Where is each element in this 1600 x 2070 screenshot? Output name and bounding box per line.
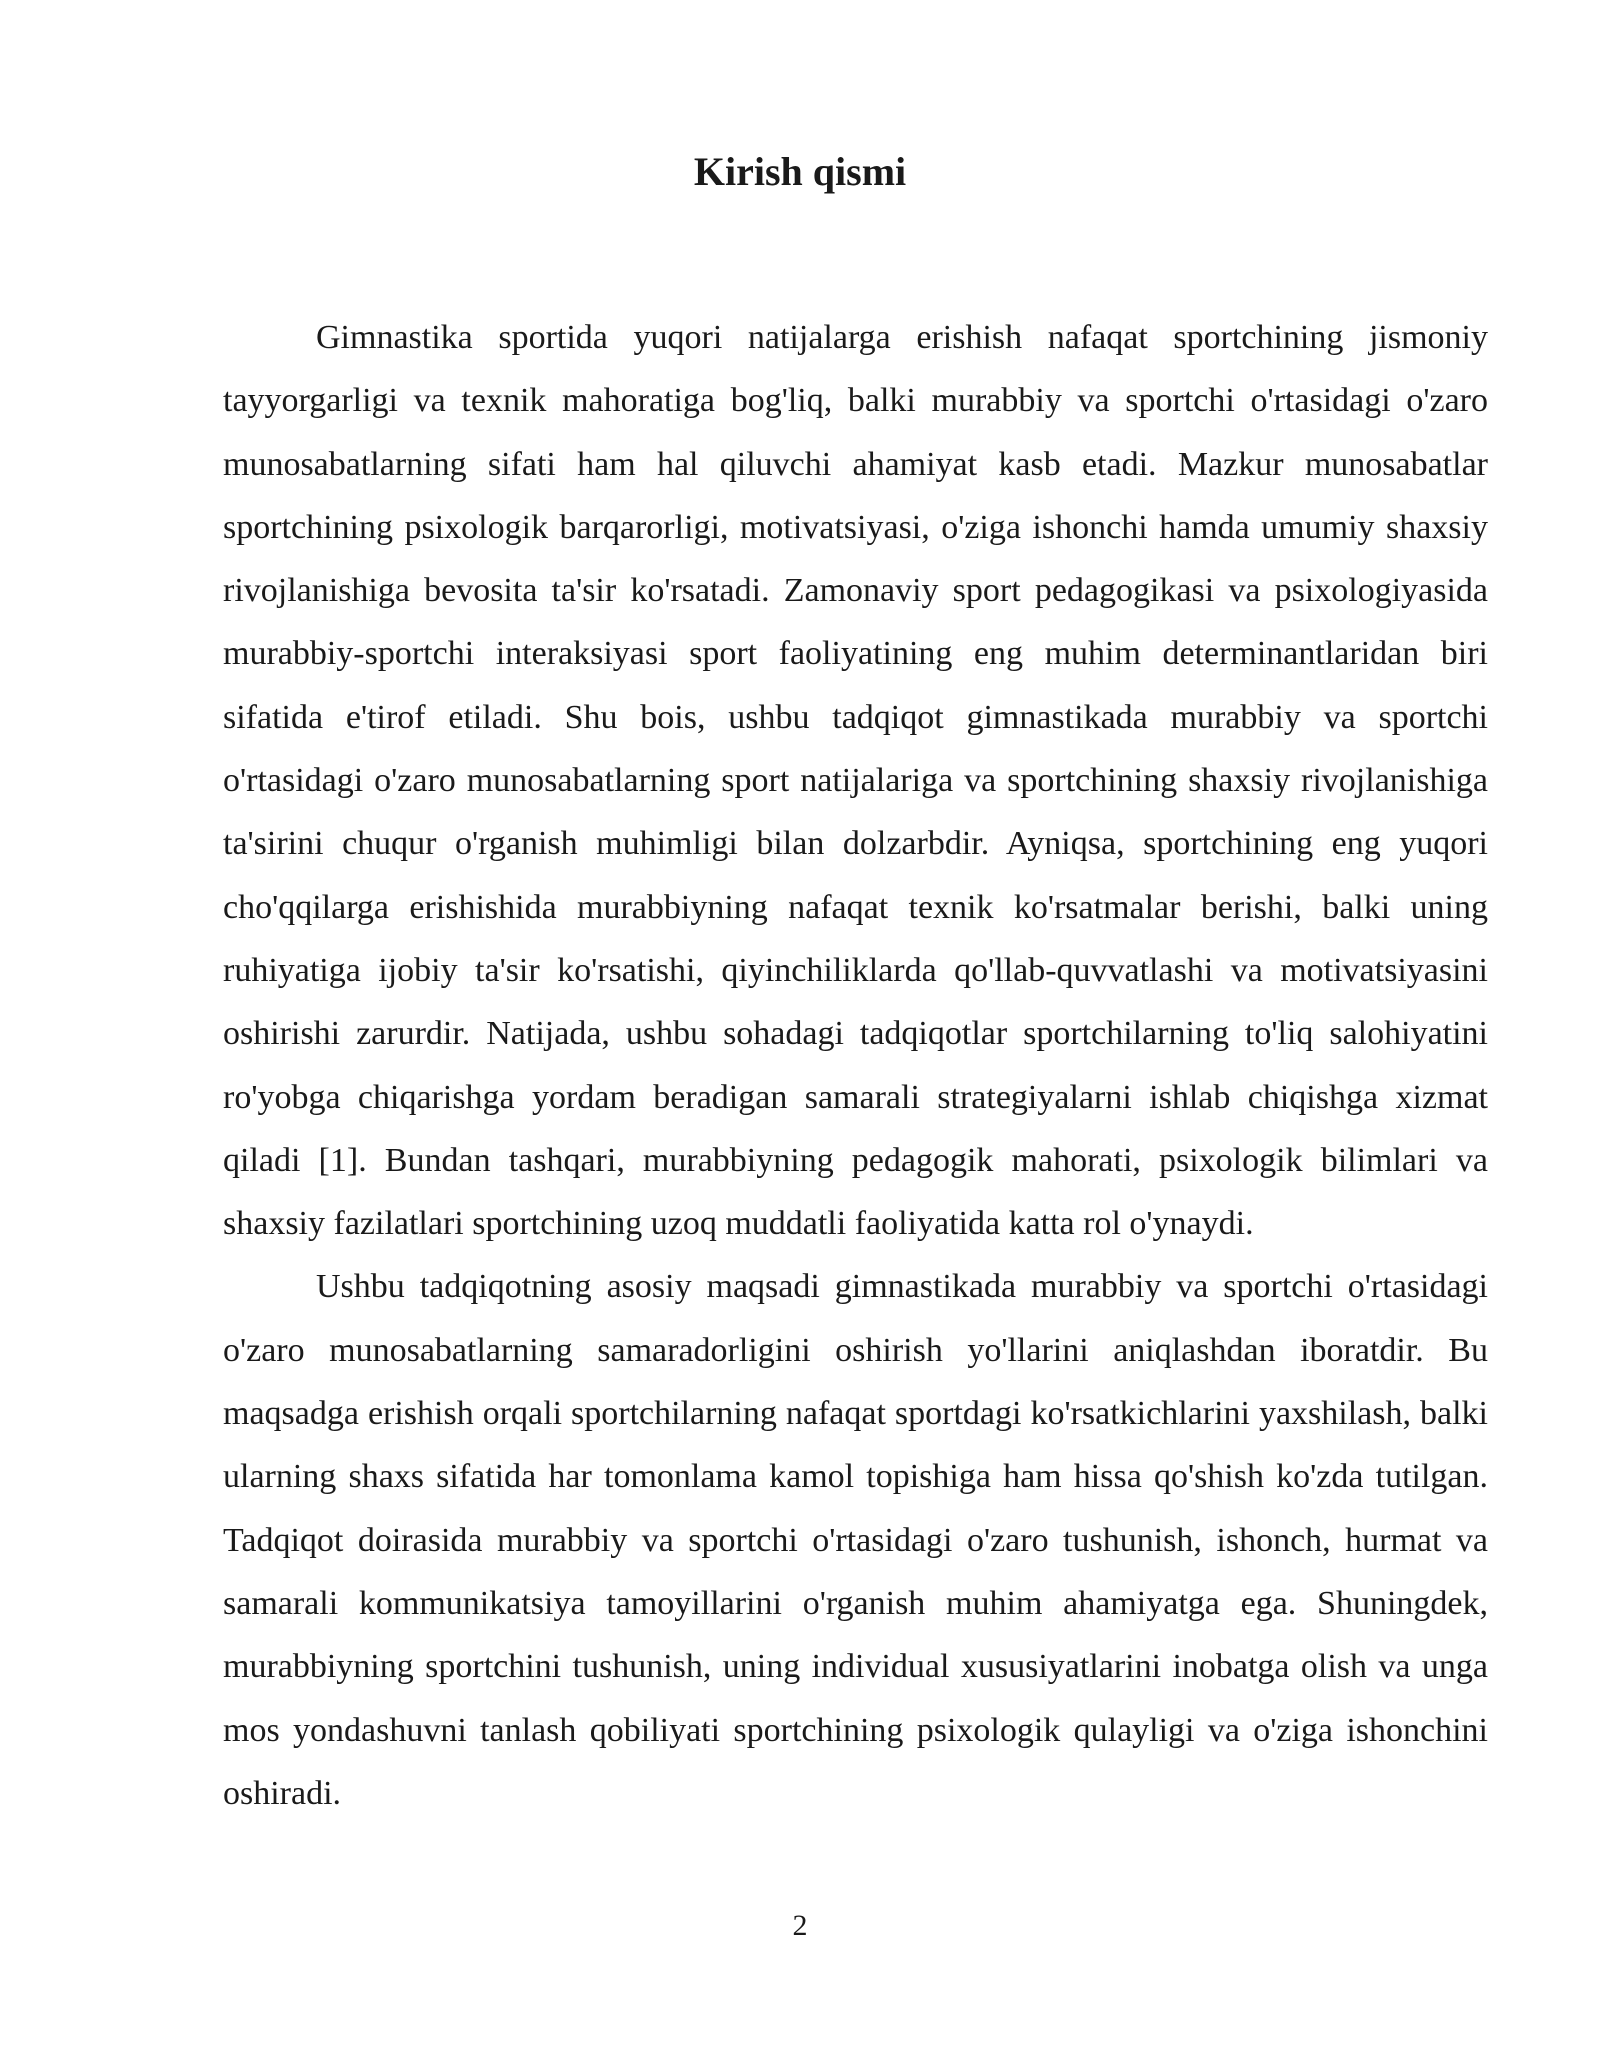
page-number: 2: [792, 1909, 808, 1942]
paragraph-2: Ushbu tadqiqotning asosiy maqsadi gimnastikada murabbiy va sportchi o'rtasidagi o'zaro munosabatlarning samaradorligini oshirish yo'llarini aniqlashdan iboratdir. Bu maqsadga erishish orqali sportchilarning nafaqat sportdagi ko'rsatkichlarini yaxshilash, balki ularning shaxs sifatida har tomonlama kamol topishiga ham hissa qo'shish ko'zda tutilgan. Tadqiqot doirasida murabbiy va sportchi o'rtasidagi o'zaro tushunish, ishonch, hurmat va samarali kommunikatsiya tamoyillarini o'rganish muhim ahamiyatga ega. Shuningdek, murabbiyning sportchini tushunish, uning individual xususiyatlarini inobatga olish va unga mos yondashuvni tanlash qobiliyati sportchining psixologik qulayligi va o'ziga ishonchini oshiradi.: [223, 1268, 1488, 1812]
page-title: Kirish qismi: [693, 149, 907, 194]
body-text: [223, 306, 1488, 1825]
paragraph-1: Gimnastika sportida yuqori natijalarga erishish nafaqat sportchining jismoniy tayyorgarligi va texnik mahoratiga bog'liq, balki murabbiy va sportchi o'rtasidagi o'zaro munosabatlarning sifati ham hal qiluvchi ahamiyat kasb etadi. Mazkur munosabatlar sportchining psixologik barqarorligi, motivatsiyasi, o'ziga ishonchi hamda umumiy shaxsiy rivojlanishiga bevosita ta'sir ko'rsatadi. Zamonaviy sport pedagogikasi va psixologiyasida murabbiy-sportchi interaksiyasi sport faoliyatining eng muhim determinantlaridan biri sifatida e'tirof etiladi. Shu bois, ushbu tadqiqot gimnastikada murabbiy va sportchi o'rtasidagi o'zaro munosabatlarning sport natijalariga va sportchining shaxsiy rivojlanishiga ta'sirini chuqur o'rganish muhimligi bilan dolzarbdir. Ayniqsa, sportchining eng yuqori cho'qqilarga erishishida murabbiyning nafaqat texnik ko'rsatmalar berishi, balki uning ruhiyatiga ijobiy ta'sir ko'rsatishi, qiyinchiliklarda qo'llab-quvvatlashi va motivatsiyasini oshirishi zarurdir. Natijada, ushbu sohadagi tadqiqotlar sportchilarning to'liq salohiyatini ro'yobga chiqarishga yordam beradigan samarali strategiyalarni ishlab chiqishga xizmat qiladi [1]. Bundan tashqari, murabbiyning pedagogik mahorati, psixologik bilimlari va shaxsiy fazilatlari sportchining uzoq muddatli faoliyatida katta rol o'ynaydi.: [223, 319, 1488, 1243]
